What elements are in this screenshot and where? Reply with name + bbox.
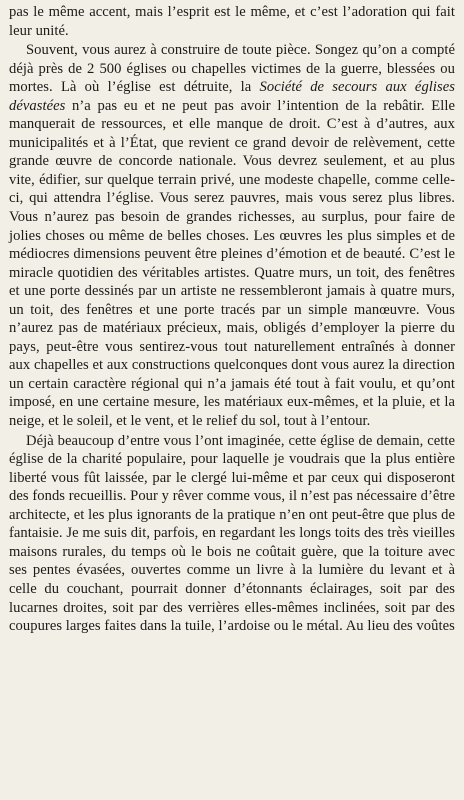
- paragraph-continuation: [9, 3, 455, 40]
- paragraph-text: n’a pas eu et ne peut pas avoir l’intention de la rebâtir. Elle manquerait de ressources, et elle manque de droit. C’est à d’autres, aux municipalités et à l’État, que revient ce grand devoir de relèvement, cette grande œuvre de concorde nationale. Vous devrez seulement, et au plus vite, édifier, sur quelque terrain privé, une modeste chapelle, comme celle-ci, qui attendra l’église. Vous serez pauvres, mais vous serez plus libres. Vous n’aurez pas besoin de grandes richesses, au surplus, pour faire de jolies choses ou même de belles choses. Les œuvres les plus simples et de médiocres dimensions peuvent être pleines d’émotion et de beauté. C’est le miracle quotidien des véritables artistes. Quatre murs, un toit, des fenêtres et une porte dessinés par un artiste ne ressembleront jamais à quatre murs, un toit, des fenêtres et une porte tracés par un simple manœuvre. Vous n’aurez pas de matériaux précieux, mais, obligés d’employer la pierre du pays, peut-être vous sentirez-vous tout naturellement entraînés à donner aux chapelles et aux constructions quelconques dont vous aurez la direction un certain caractère régional qui n’a jamais été tout à fait voulu, et qu’ont imposé, en une certaine mesure, les matériaux eux-mêmes, et la pluie, et la neige, et le soleil, et le vent, et le relief du sol, tout à l’entour.: [9, 97, 455, 430]
- paragraph-construction: [9, 41, 455, 430]
- paragraph-text: Souvent, vous aurez à construire de toute pièce. Songez qu’on a compté déjà près de 2 500 églises ou chapelles victimes de la guerre, blessées ou mortes. Là où l’église est détruite, la: [9, 42, 455, 96]
- paragraph-text: pas le même accent, mais l’esprit est le même, et c’est l’adoration qui fait leur unité.: [9, 4, 455, 39]
- paragraph-church-of-tomorrow: [9, 432, 455, 636]
- paragraph-text: Déjà beaucoup d’entre vous l’ont imaginée, cette église de demain, cette église de la charité populaire, pour laquelle je voudrais que la plus entière liberté vous fût laissée, par le clergé lui-même et par ceux qui disposeront des fonds recueillis. Pour y rêver comme vous, il n’est pas nécessaire d’être architecte, et les plus ignorants de la pratique n’en ont peut-être que plus de fantaisie. Je me suis dit, parfois, en regardant les longs toits des très vieilles maisons rurales, du temps où le bois ne coûtait guère, que la toiture avec ses pentes évasées, ouvertes comme un livre à la lumière du levant et à celle du couchant, pourrait donner d’étonnants éclairages, soit par des lucarnes droites, soit par des verrières elles-mêmes inclinées, soit par des coupures larges faites dans la tuile, l’ardoise ou le métal. Au lieu des voûtes: [9, 432, 455, 635]
- society-name-italic: Société de secours aux églises dévastées: [9, 79, 455, 114]
